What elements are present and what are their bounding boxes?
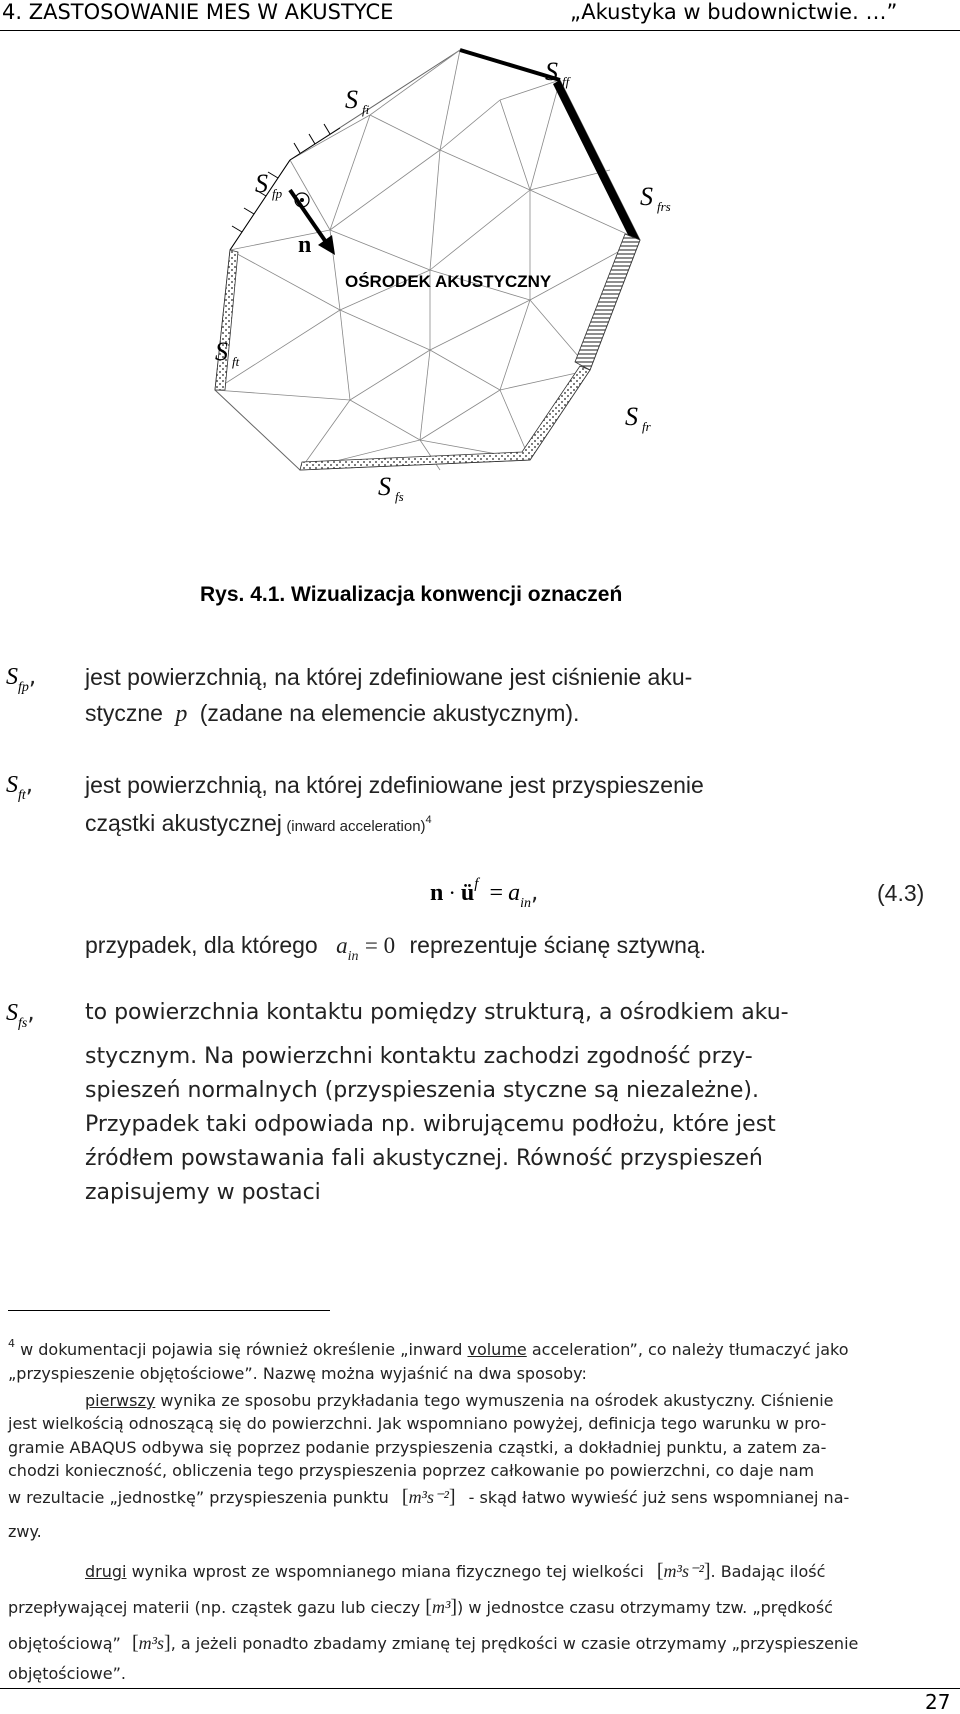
sfs-line-2: spieszeń normalnych (przyspieszenia styczne są niezależne). <box>85 1078 759 1103</box>
sft-symbol: Sft, <box>6 772 34 803</box>
sfs-line-3: Przypadek taki odpowiada np. wibrującemu podłożu, które jest <box>85 1112 776 1137</box>
footnote-line-12: objętościowe”. <box>8 1664 126 1683</box>
fem-mesh-figure <box>170 40 750 520</box>
label-s-fs: S <box>378 472 391 501</box>
boundary-fr <box>575 234 640 370</box>
label-ff-sub: ff <box>562 74 570 89</box>
sfp-line1: jest powierzchnią, na której zdefiniowane jest ciśnienie aku- <box>85 664 693 690</box>
running-header-left: 4. ZASTOSOWANIE MES W AKUSTYCE <box>2 0 394 24</box>
case-line: przypadek, dla którego $a_{in} = 0$ reprezentuje ścianę sztywną. <box>85 932 707 964</box>
sfp-symbol: Sfp, <box>6 664 37 695</box>
sfs-line-5: zapisujemy w postaci <box>85 1180 321 1205</box>
boundary-ft <box>215 250 238 390</box>
boundary-fs <box>300 366 590 470</box>
figure-caption: Rys. 4.1. Wizualizacja konwencji oznaczeń <box>200 583 623 606</box>
label-s-frs: S <box>640 182 653 211</box>
sfs-line-4: źródłem powstawania fali akustycznej. Równość przyspieszeń <box>85 1146 763 1171</box>
label-fr-sub: fr <box>642 419 651 434</box>
footnote-line-6: chodzi konieczność, obliczenia tego przyspieszenia poprzez całkowanie po powierzchni, co daje nam <box>8 1461 815 1480</box>
sfs-line-0: to powierzchnia kontaktu pomiędzy strukturą, a ośrodkiem aku- <box>85 1000 789 1025</box>
equation-number: (4.3) <box>877 880 925 906</box>
label-n: n <box>298 232 312 258</box>
equation-4-3: n · üf = ain, <box>430 876 539 911</box>
footnote-rule <box>8 1310 330 1311</box>
label-ft-sub: ft <box>232 354 240 369</box>
label-s-ft: S <box>215 337 228 366</box>
label-s-fr: S <box>625 402 638 431</box>
running-header-right: „Akustyka w budownictwie. …” <box>570 0 898 24</box>
sfp-line2: styczne p (zadane na elemencie akustycznym). <box>85 700 580 727</box>
footnote-line-8: zwy. <box>8 1522 42 1541</box>
header-rule <box>0 30 960 31</box>
footnote-line-10: przepływającej materii (np. cząstek gazu lub cieczy [m³]) w jednostce czasu otrzymamy tzw. „prędkość <box>8 1596 833 1618</box>
boundary-frs-thick <box>553 80 640 243</box>
footnote-line-1: $^4$ w dokumentacji pojawia się również określenie „inward volume acceleration”, co należy tłumaczyć jako <box>8 1337 849 1359</box>
label-fi-sub: fi <box>362 102 370 117</box>
footnote-line-4: jest wielkością odnoszącą się do powierzchni. Jak wspomniano powyżej, definicja tego warunku w pro- <box>8 1414 827 1433</box>
sft-line2: cząstki akustycznej (inward acceleration)$^4$ <box>85 810 432 836</box>
sfs-symbol: Sfs, <box>6 1000 35 1031</box>
label-frs-sub: frs <box>657 199 671 214</box>
label-s-ff: S <box>545 57 558 86</box>
label-s-fp: S <box>255 169 268 198</box>
footnote-line-2: „przyspieszenie objętościowe”. Nazwę można wyjaśnić na dwa sposoby: <box>8 1364 587 1383</box>
footer-rule <box>0 1688 960 1689</box>
sfs-line-1: stycznym. Na powierzchni kontaktu zachodzi zgodność przy- <box>85 1044 753 1069</box>
label-s-fi: S <box>345 85 358 114</box>
label-fs-sub: fs <box>395 489 404 504</box>
sft-line1: jest powierzchnią, na której zdefiniowane jest przyspieszenie <box>85 772 704 798</box>
footnote-line-11: objętościową” [m³s], a jeżeli ponadto zbadamy zmianę tej prędkości w czasie otrzymamy „przyspieszenie <box>8 1632 859 1654</box>
page-number: 27 <box>925 1690 951 1714</box>
footnote-line-3: pierwszy wynika ze sposobu przykładania tego wymuszenia na ośrodek akustyczny. Ciśnienie <box>85 1391 834 1410</box>
label-medium: OŚRODEK AKUSTYCZNY <box>345 272 552 291</box>
label-fp-sub: fp <box>272 186 283 201</box>
footnote-line-9: drugi wynika wprost ze wspomnianego miana fizycznego tej wielkości [m³s⁻²]. Badając ilość <box>85 1560 826 1582</box>
footnote-line-7: w rezultacie „jednostkę” przyspieszenia punktu [m³s⁻²] - skąd łatwo wywieść już sens wspomnianej na- <box>8 1486 850 1508</box>
footnote-line-5: gramie ABAQUS odbywa się poprzez podanie przyspieszenia cząstki, a dokładniej punktu, a zatem za- <box>8 1438 827 1457</box>
